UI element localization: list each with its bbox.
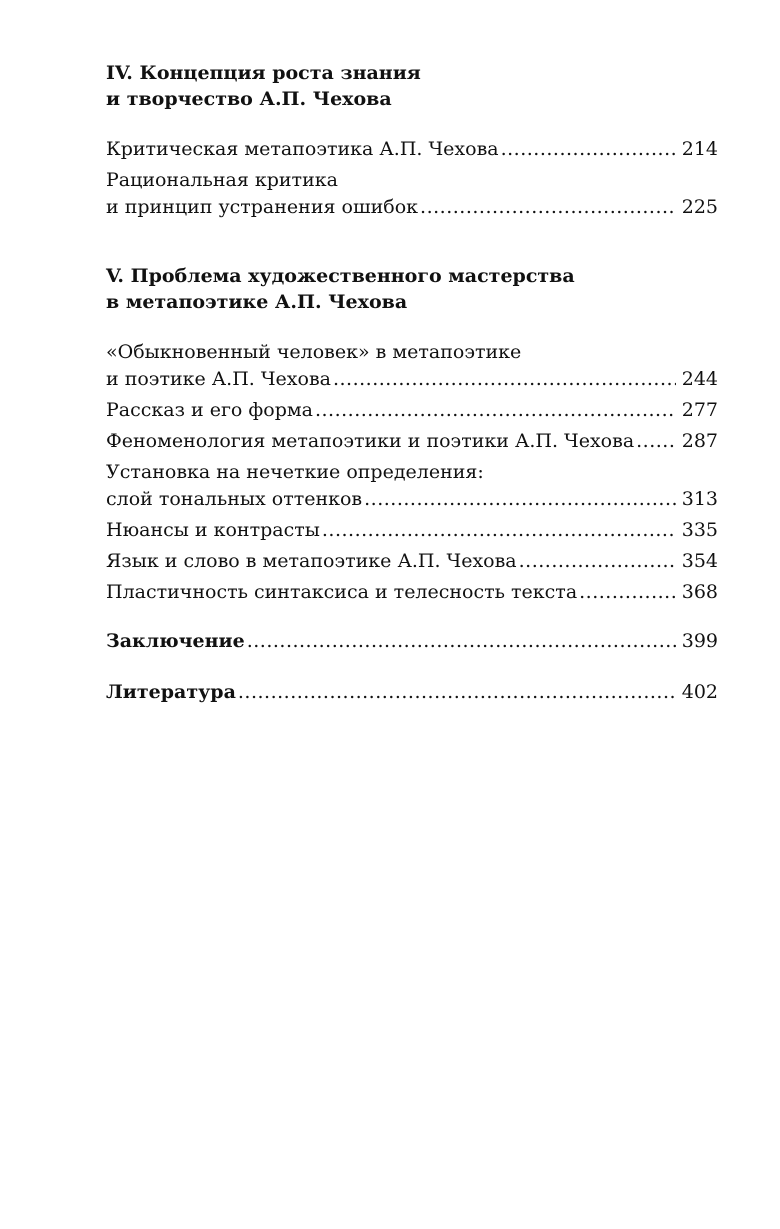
dot-leader	[238, 679, 676, 706]
toc-entry-title-line: Рациональная критика	[106, 169, 338, 191]
dot-leader	[579, 579, 676, 606]
toc-entry[interactable]	[106, 548, 718, 575]
section-heading-iv	[106, 60, 718, 112]
section-heading-v	[106, 263, 718, 315]
toc-page-number: 354	[681, 550, 718, 572]
toc-page-number: 277	[681, 399, 718, 421]
dot-leader	[501, 136, 676, 163]
toc-line	[106, 486, 718, 513]
toc-entry-title-line: «Обыкновенный человек» в метапоэтике	[106, 341, 522, 363]
toc-entry[interactable]	[106, 339, 718, 393]
toc-page-number: 313	[681, 488, 718, 510]
toc-line	[106, 366, 718, 393]
toc-page-number: 402	[681, 681, 718, 703]
toc-entry-title: Литература	[106, 681, 236, 703]
toc-entry[interactable]	[106, 517, 718, 544]
toc-entry-title: Феноменология метапоэтики и поэтики А.П. Чехова	[106, 430, 635, 452]
dot-leader	[333, 366, 676, 393]
toc-page-number: 368	[681, 581, 718, 603]
toc-page-number: 399	[681, 630, 718, 652]
toc-entry-title-line: Установка на нечеткие определения:	[106, 461, 484, 483]
toc-entry[interactable]	[106, 428, 718, 455]
toc-entry-conclusion[interactable]	[106, 628, 718, 655]
dot-leader	[247, 628, 676, 655]
toc-entry-title: и принцип устранения ошибок	[106, 196, 419, 218]
dot-leader	[636, 428, 676, 455]
toc-entry-title: и поэтике А.П. Чехова	[106, 368, 331, 390]
toc-entry-title: Нюансы и контрасты	[106, 519, 320, 541]
toc-entry-title: Критическая метапоэтика А.П. Чехова	[106, 138, 499, 160]
table-of-contents	[106, 60, 718, 706]
section-heading-line: и творчество А.П. Чехова	[106, 88, 392, 110]
toc-entry[interactable]	[106, 136, 718, 163]
toc-page-number: 225	[681, 196, 718, 218]
toc-entry-title: Пластичность синтаксиса и телесность текста	[106, 581, 578, 603]
toc-line	[106, 548, 718, 575]
toc-entry[interactable]	[106, 397, 718, 424]
toc-entry[interactable]	[106, 579, 718, 606]
toc-line	[106, 428, 718, 455]
toc-line	[106, 517, 718, 544]
toc-entry[interactable]	[106, 459, 718, 513]
toc-entry-title: Заключение	[106, 630, 245, 652]
toc-line	[106, 194, 718, 221]
dot-leader	[519, 548, 676, 575]
dot-leader	[315, 397, 676, 424]
toc-line	[106, 628, 718, 655]
toc-line	[106, 579, 718, 606]
toc-entry-title: Язык и слово в метапоэтике А.П. Чехова	[106, 550, 517, 572]
dot-leader	[420, 194, 676, 221]
toc-list-closing	[106, 628, 718, 706]
toc-line	[106, 136, 718, 163]
section-heading-line: IV. Концепция роста знания	[106, 62, 421, 84]
dot-leader	[364, 486, 676, 513]
toc-line	[106, 397, 718, 424]
toc-entry-title: Рассказ и его форма	[106, 399, 313, 421]
toc-list-section-v	[106, 339, 718, 606]
dot-leader	[322, 517, 676, 544]
section-heading-line: V. Проблема художественного мастерства	[106, 265, 575, 287]
toc-entry-literature[interactable]	[106, 679, 718, 706]
toc-list-section-iv	[106, 136, 718, 221]
toc-page-number: 287	[681, 430, 718, 452]
toc-page-number: 214	[681, 138, 718, 160]
section-heading-line: в метапоэтике А.П. Чехова	[106, 291, 408, 313]
toc-line	[106, 679, 718, 706]
toc-entry-title: слой тональных оттенков	[106, 488, 363, 510]
toc-page-number: 335	[681, 519, 718, 541]
toc-entry[interactable]	[106, 167, 718, 221]
toc-page-number: 244	[681, 368, 718, 390]
